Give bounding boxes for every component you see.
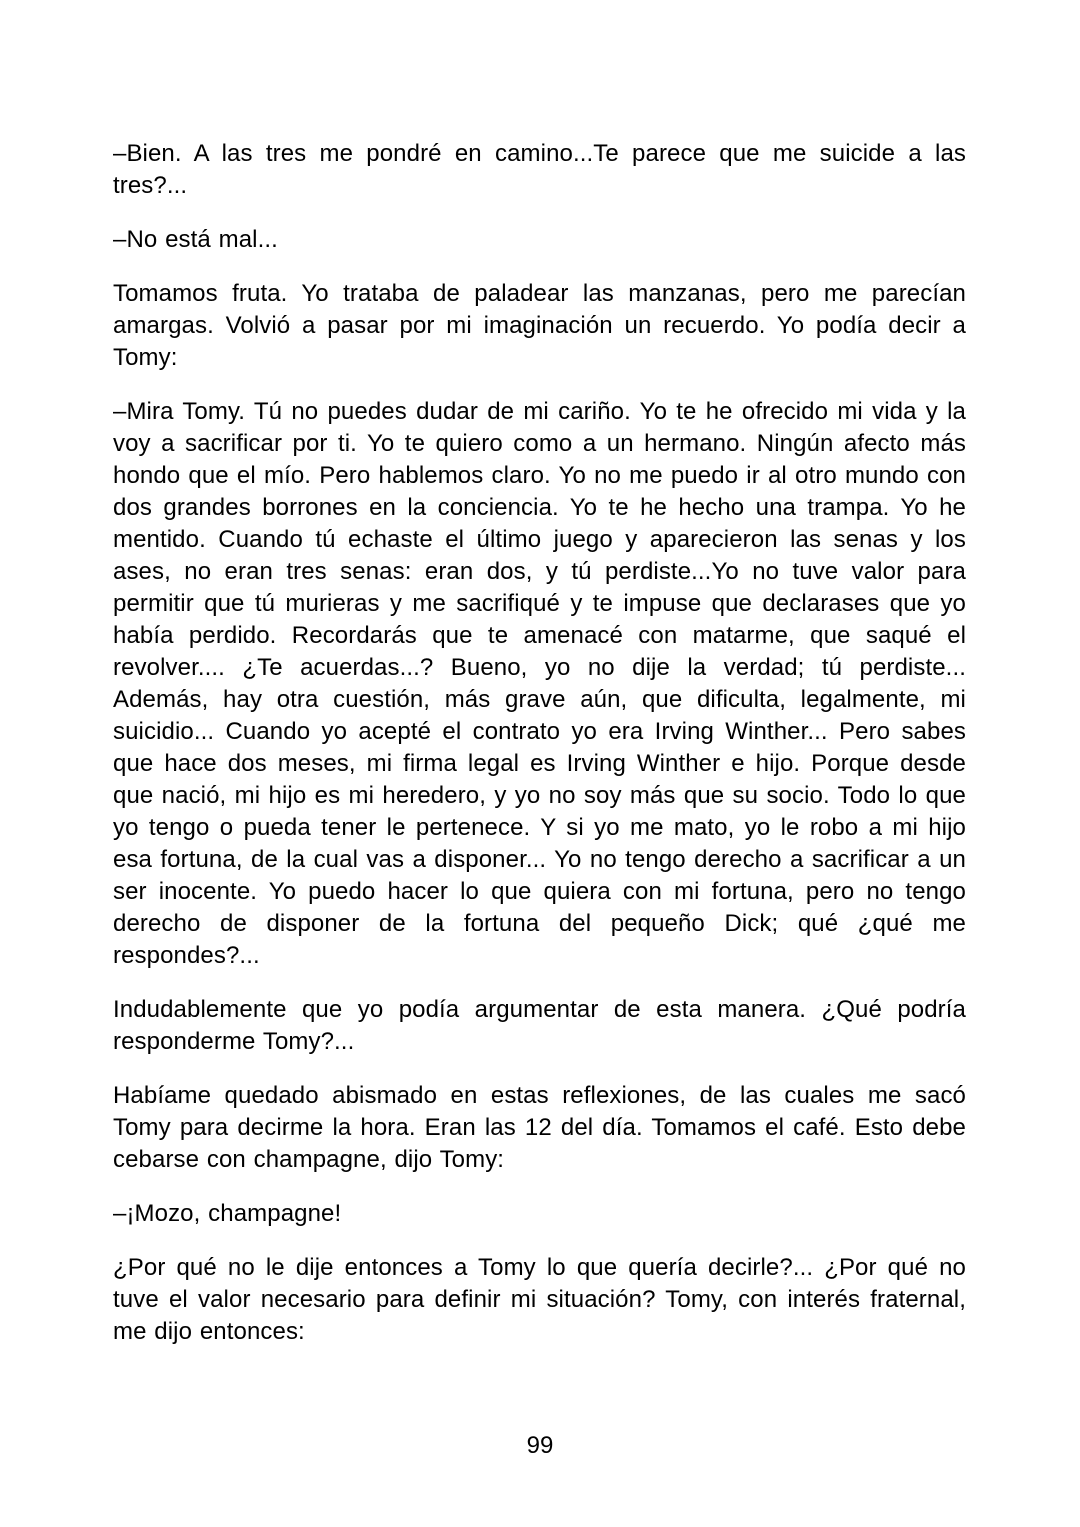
paragraph: Tomamos fruta. Yo trataba de paladear las manzanas, pero me parecían amargas. Volvió a pasar por mi imaginación un recuerdo. Yo podía decir a Tomy: — [113, 280, 966, 371]
paragraph: –No está mal... — [113, 226, 278, 253]
paragraph: –Mira Tomy. Tú no puedes dudar de mi cariño. Yo te he ofrecido mi vida y la voy a sacrificar por ti. Yo te quiero como a un hermano. Ningún afecto más hondo que el mío. Pero hablemos claro. Yo no me puedo ir al otro mundo con dos grandes borrones en la conciencia. Yo te he hecho una trampa. Yo he mentido. Cuando tú echaste el último juego y aparecieron las senas y los ases, no eran tres senas: eran dos, y tú perdiste...Yo no tuve valor para permitir que tú murieras y me sacrifiqué y te impuse que declarases que yo había perdido. Recordarás que te amenacé con matarme, que saqué el revolver.... ¿Te acuerdas...? Bueno, yo no dije la verdad; tú perdiste... Además, hay otra cuestión, más grave aún, que dificulta, legalmente, mi suicidio... Cuando yo acepté el contrato yo era Irving Winther... Pero sabes que hace dos meses, mi firma legal es Irving Winther e hijo. Porque desde que nació, mi hijo es mi heredero, y yo no soy más que su socio. Todo lo que yo tengo o pueda tener le pertenece. Y si yo me mato, yo le robo a mi hijo esa fortuna, de la cual vas a disponer... Yo no tengo derecho a sacrificar a un ser inocente. Yo puedo hacer lo que quiera con mi fortuna, pero no tengo derecho de disponer de la fortuna del pequeño Dick; qué ¿qué me respondes?... — [113, 398, 966, 969]
paragraph: –¡Mozo, champagne! — [113, 1200, 342, 1227]
paragraph: Habíame quedado abismado en estas reflexiones, de las cuales me sacó Tomy para decirme la hora. Eran las 12 del día. Tomamos el café. Esto debe cebarse con champagne, dijo Tomy: — [113, 1082, 966, 1173]
page-number: 99 — [526, 1432, 554, 1459]
paragraph: ¿Por qué no le dije entonces a Tomy lo que quería decirle?... ¿Por qué no tuve el valor necesario para definir mi situación? Tomy, con interés fraternal, me dijo entonces: — [113, 1254, 966, 1345]
paragraph: –Bien. A las tres me pondré en camino...Te parece que me suicide a las tres?... — [113, 140, 966, 199]
paragraph: Indudablemente que yo podía argumentar de esta manera. ¿Qué podría responderme Tomy?... — [113, 996, 966, 1055]
text-block — [113, 138, 966, 1370]
